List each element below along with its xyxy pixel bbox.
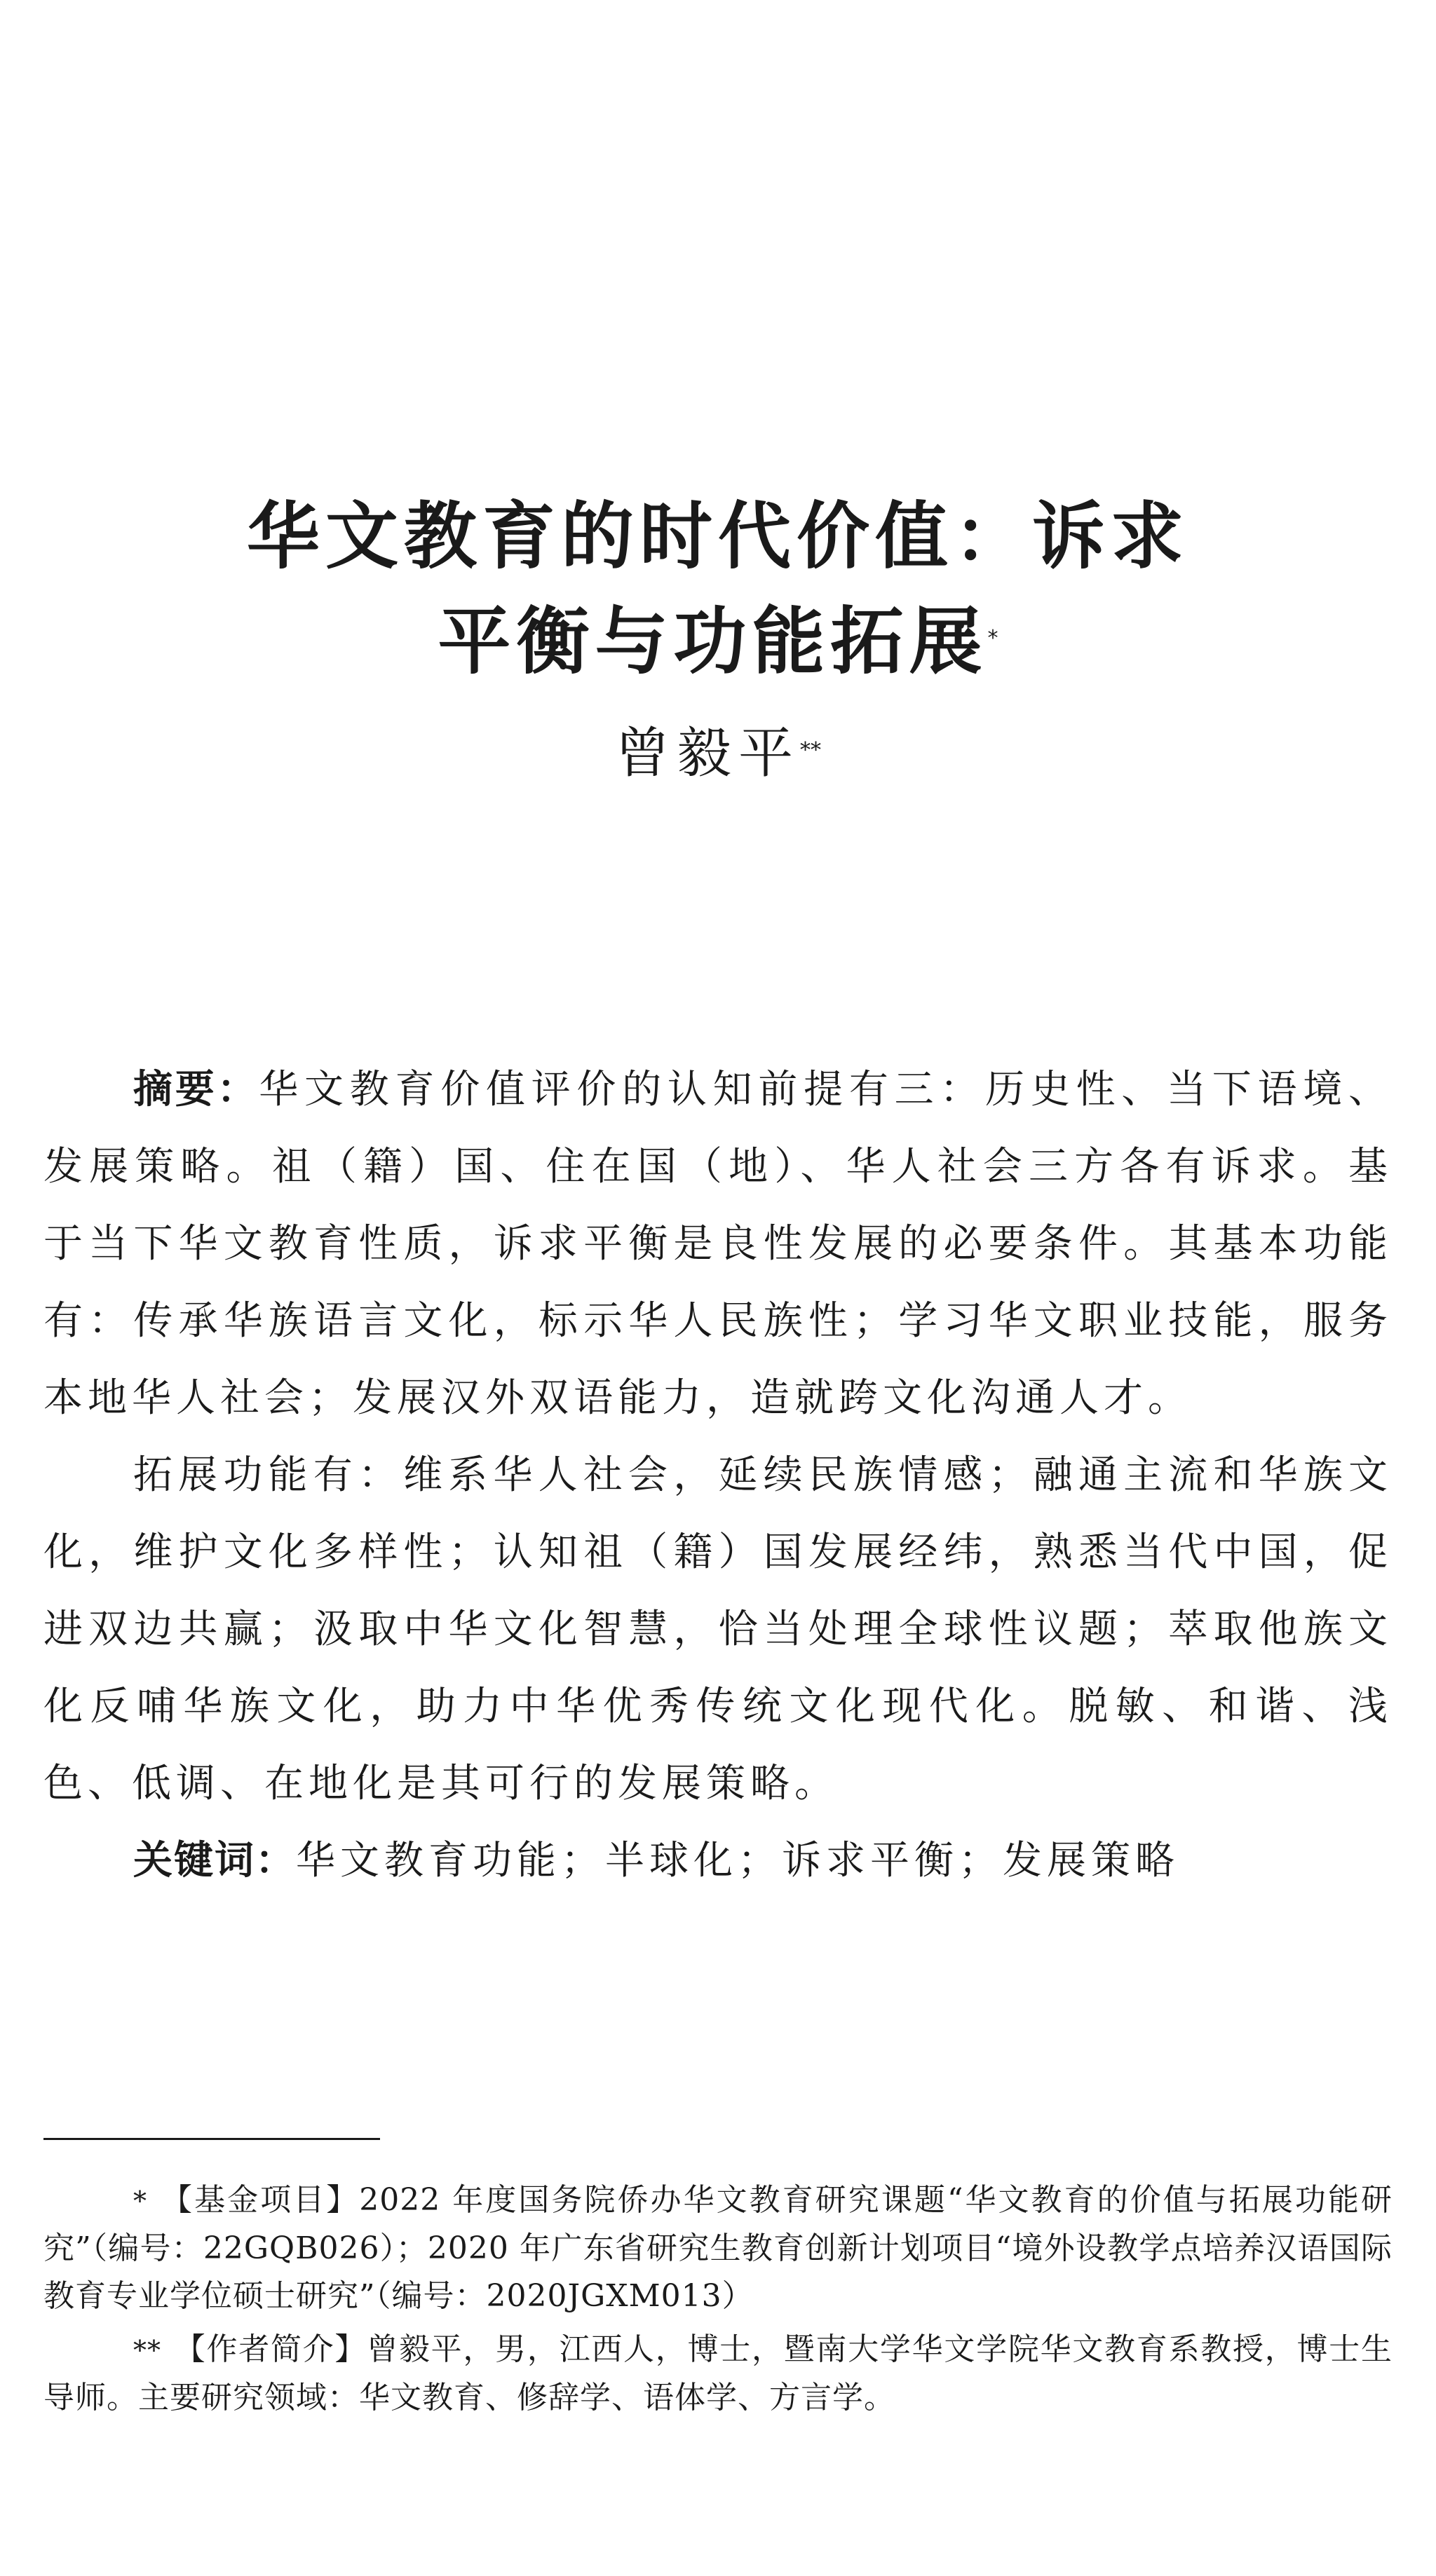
abstract-text-2: 拓展功能有：维系华人社会，延续民族情感；融通主流和华族文化，维护文化多样性；认知祖（籍）国发展经纬，熟悉当代中国，促进双边共赢；汲取中华文化智慧，恰当处理全球性议题；萃取他族文化反哺华族文化，助力中华优秀传统文化现代化。脱敏、和谐、浅色、低调、在地化是其可行的发展策略。 [43, 1452, 1393, 1806]
abstract-section [43, 1051, 1393, 1900]
paper-title-text-1: 华文教育的时代价值：诉求 [246, 493, 1189, 579]
abstract-paragraph-2 [43, 1437, 1393, 1822]
paper-title-line-1 [0, 484, 1436, 589]
title-footnote-mark[interactable]: * [987, 626, 998, 650]
keywords-label: 关键词： [133, 1838, 296, 1883]
abstract-text-1: 华文教育价值评价的认知前提有三：历史性、当下语境、发展策略。祖（籍）国、住在国（地）、华人社会三方各有诉求。基于当下华文教育性质，诉求平衡是良性发展的必要条件。其基本功能有：传承华族语言文化，标示华人民族性；学习华文职业技能，服务本地华人社会；发展汉外双语能力，造就跨文化沟通人才。 [43, 1067, 1393, 1421]
footnote-funding [43, 2176, 1393, 2320]
keywords-line [43, 1822, 1393, 1900]
abstract-label: 摘要： [133, 1067, 259, 1112]
abstract-paragraph-1 [43, 1051, 1393, 1437]
footnote-divider [43, 2138, 380, 2140]
author-name: 曾毅平 [614, 722, 800, 785]
footnotes-section [43, 2176, 1393, 2427]
author-footnote-mark[interactable]: ** [800, 738, 821, 763]
footnote-mark-2: ** [133, 2335, 161, 2366]
keywords-text: 华文教育功能；半球化；诉求平衡；发展策略 [296, 1838, 1179, 1883]
footnote-author-bio [43, 2326, 1393, 2422]
paper-title-line-2 [0, 589, 1436, 694]
paper-title-text-2: 平衡与功能拓展 [438, 599, 988, 684]
footnote-text-2: 【作者简介】曾毅平，男，江西人，博士，暨南大学华文学院华文教育系教授，博士生导师。主要研究领域：华文教育、修辞学、语体学、方言学。 [43, 2331, 1393, 2415]
title-block [0, 484, 1436, 792]
author-line [0, 715, 1436, 792]
footnote-mark-1: * [133, 2186, 147, 2216]
footnote-text-1: 【基金项目】2022 年度国务院侨办华文教育研究课题“华文教育的价值与拓展功能研究”（编号：22GQB026）；2020 年广东省研究生教育创新计划项目“境外设教学点培养汉语国际教育专业学位硕士研究”（编号：2020JGXM013） [43, 2182, 1393, 2314]
